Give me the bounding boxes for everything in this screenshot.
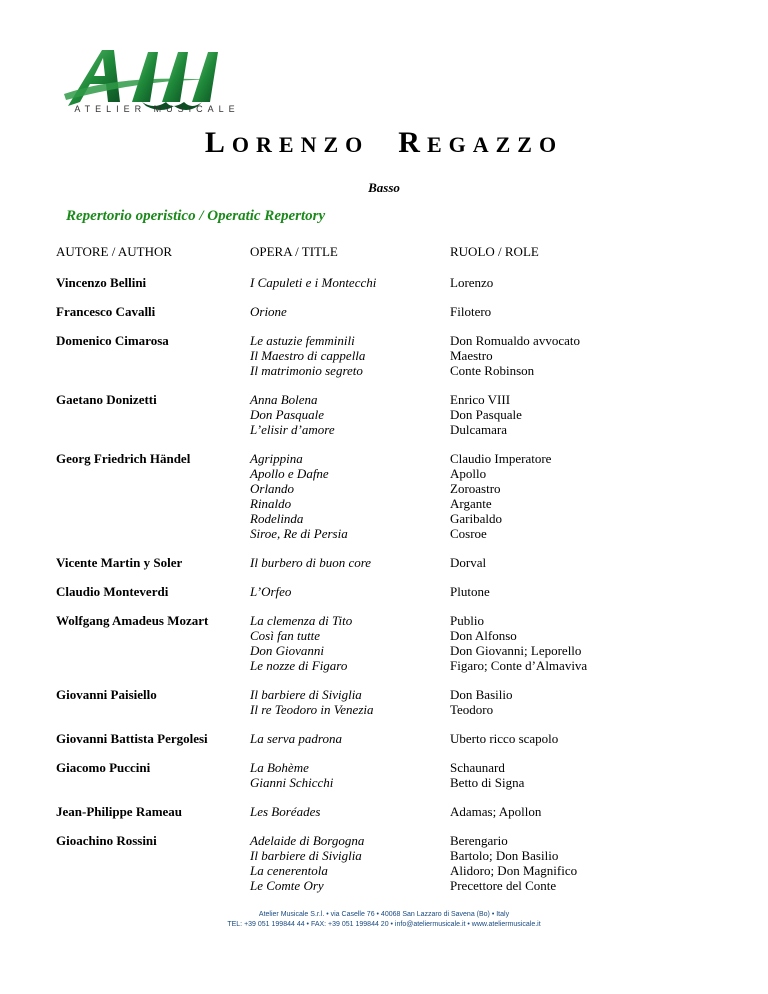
logo-text: ATELIER MUSICALE (74, 104, 240, 114)
opera-titles (250, 613, 450, 673)
title-last-rest: EGAZZO (426, 132, 564, 157)
opera-title: Il barbiere di Siviglia (250, 848, 362, 863)
composer-name: Wolfgang Amadeus Mozart (56, 613, 209, 628)
opera-title: Orione (250, 304, 287, 319)
opera-title: La Bohème (250, 760, 309, 775)
footer-address: Atelier Musicale S.r.l. • via Caselle 76 • 40068 San Lazzaro di Savena (Bo) • Italy (258, 911, 510, 918)
composer-name: Vicente Martin y Soler (56, 555, 183, 570)
roles (450, 392, 710, 437)
role-name: Bartolo; Don Basilio (450, 848, 559, 863)
roles (450, 333, 710, 378)
composer-name: Vincenzo Bellini (56, 275, 147, 290)
roles (450, 613, 710, 673)
title-first-initial: L (204, 126, 232, 159)
table-row (56, 760, 716, 790)
voice-type: Basso (368, 180, 400, 195)
opera-title: I Capuleti e i Montecchi (250, 275, 377, 290)
table-row (56, 833, 716, 893)
opera-title: Les Boréades (250, 804, 321, 819)
composer-name: Giacomo Puccini (56, 760, 151, 775)
opera-title: La serva padrona (250, 731, 342, 746)
footer (0, 910, 768, 930)
table-row (56, 333, 716, 378)
opera-title: Così fan tutte (250, 628, 321, 643)
header-author: AUTORE / AUTHOR (56, 244, 173, 259)
role-name: Don Pasquale (450, 407, 522, 422)
opera-titles (250, 304, 450, 319)
role-name: Zoroastro (450, 481, 501, 496)
role-name: Precettore del Conte (450, 878, 557, 893)
role-name: Alidoro; Don Magnifico (450, 863, 578, 878)
opera-title: Le astuzie femminili (250, 333, 355, 348)
table-row (56, 451, 716, 541)
roles (450, 804, 710, 819)
role-name: Schaunard (450, 760, 505, 775)
role-name: Conte Robinson (450, 363, 535, 378)
role-name: Adamas; Apollon (450, 804, 542, 819)
roles (450, 584, 710, 599)
composer-name: Gioachino Rossini (56, 833, 157, 848)
opera-titles (250, 804, 450, 819)
opera-title: Don Pasquale (250, 407, 325, 422)
opera-title: Rodelinda (250, 511, 304, 526)
role-name: Berengario (450, 833, 508, 848)
role-name: Plutone (450, 584, 490, 599)
opera-titles (250, 833, 450, 893)
title-last-initial: R (398, 126, 427, 159)
roles (450, 451, 710, 541)
table-row (56, 687, 716, 717)
role-name: Don Giovanni; Leporello (450, 643, 582, 658)
role-name: Filotero (450, 304, 492, 319)
role-name: Don Alfonso (450, 628, 517, 643)
composer-name: Georg Friedrich Händel (56, 451, 191, 466)
role-name: Apollo (450, 466, 487, 481)
role-name: Publio (450, 613, 484, 628)
page-title (0, 126, 768, 160)
role-name: Argante (450, 496, 492, 511)
role-name: Garibaldo (450, 511, 502, 526)
opera-title: Il re Teodoro in Venezia (250, 702, 374, 717)
opera-title: La cenerentola (250, 863, 328, 878)
opera-titles (250, 451, 450, 541)
opera-title: Le Comte Ory (250, 878, 324, 893)
role-name: Don Basilio (450, 687, 513, 702)
opera-title: L’elisir d’amore (250, 422, 335, 437)
opera-titles (250, 275, 450, 290)
table-row (56, 304, 716, 319)
role-name: Figaro; Conte d’Almaviva (450, 658, 588, 673)
repertoire-table (56, 244, 716, 907)
opera-titles (250, 731, 450, 746)
opera-title: Anna Bolena (250, 392, 318, 407)
table-row (56, 584, 716, 599)
composer-name: Jean-Philippe Rameau (56, 804, 183, 819)
opera-title: Don Giovanni (250, 643, 325, 658)
opera-title: Adelaide di Borgogna (250, 833, 365, 848)
opera-title: Le nozze di Figaro (250, 658, 348, 673)
header-opera: OPERA / TITLE (250, 244, 338, 259)
composer-name: Giovanni Paisiello (56, 687, 157, 702)
role-name: Maestro (450, 348, 493, 363)
opera-titles (250, 392, 450, 437)
section-heading: Repertorio operistico / Operatic Repertory (66, 208, 326, 224)
role-name: Claudio Imperatore (450, 451, 552, 466)
table-row (56, 555, 716, 570)
opera-title: Il barbiere di Siviglia (250, 687, 362, 702)
composer-name: Giovanni Battista Pergolesi (56, 731, 208, 746)
roles (450, 731, 710, 746)
header-role: RUOLO / ROLE (450, 244, 539, 259)
table-body (56, 275, 716, 893)
role-name: Don Romualdo avvocato (450, 333, 580, 348)
roles (450, 687, 710, 717)
opera-title: Siroe, Re di Persia (250, 526, 348, 541)
composer-name: Gaetano Donizetti (56, 392, 157, 407)
table-row (56, 392, 716, 437)
opera-title: Apollo e Dafne (250, 466, 329, 481)
opera-title: Rinaldo (250, 496, 292, 511)
roles (450, 275, 710, 290)
role-name: Dulcamara (450, 422, 508, 437)
table-header (56, 244, 716, 259)
opera-title: Orlando (250, 481, 295, 496)
title-first-rest: ORENZO (231, 132, 370, 157)
roles (450, 760, 710, 790)
opera-title: Agrippina (250, 451, 303, 466)
opera-title: Il Maestro di cappella (250, 348, 366, 363)
role-name: Lorenzo (450, 275, 494, 290)
opera-titles (250, 760, 450, 790)
table-row (56, 613, 716, 673)
opera-title: La clemenza di Tito (250, 613, 353, 628)
table-row (56, 731, 716, 746)
role-name: Uberto ricco scapolo (450, 731, 559, 746)
roles (450, 833, 710, 893)
role-name: Enrico VIII (450, 392, 511, 407)
opera-titles (250, 333, 450, 378)
composer-name: Francesco Cavalli (56, 304, 156, 319)
opera-titles (250, 584, 450, 599)
table-row (56, 275, 716, 290)
role-name: Dorval (450, 555, 487, 570)
role-name: Betto di Signa (450, 775, 525, 790)
opera-title: Il burbero di buon core (250, 555, 372, 570)
role-name: Cosroe (450, 526, 487, 541)
role-name: Teodoro (450, 702, 494, 717)
opera-title: Il matrimonio segreto (250, 363, 363, 378)
opera-title: Gianni Schicchi (250, 775, 334, 790)
opera-titles (250, 687, 450, 717)
opera-titles (250, 555, 450, 570)
opera-title: L’Orfeo (250, 584, 292, 599)
composer-name: Domenico Cimarosa (56, 333, 169, 348)
composer-name: Claudio Monteverdi (56, 584, 169, 599)
roles (450, 304, 710, 319)
footer-contacts: TEL: +39 051 199844 44 • FAX: +39 051 199844 20 • info@ateliermusicale.it • www.ateliermusicale.it (227, 921, 541, 928)
roles (450, 555, 710, 570)
table-row (56, 804, 716, 819)
